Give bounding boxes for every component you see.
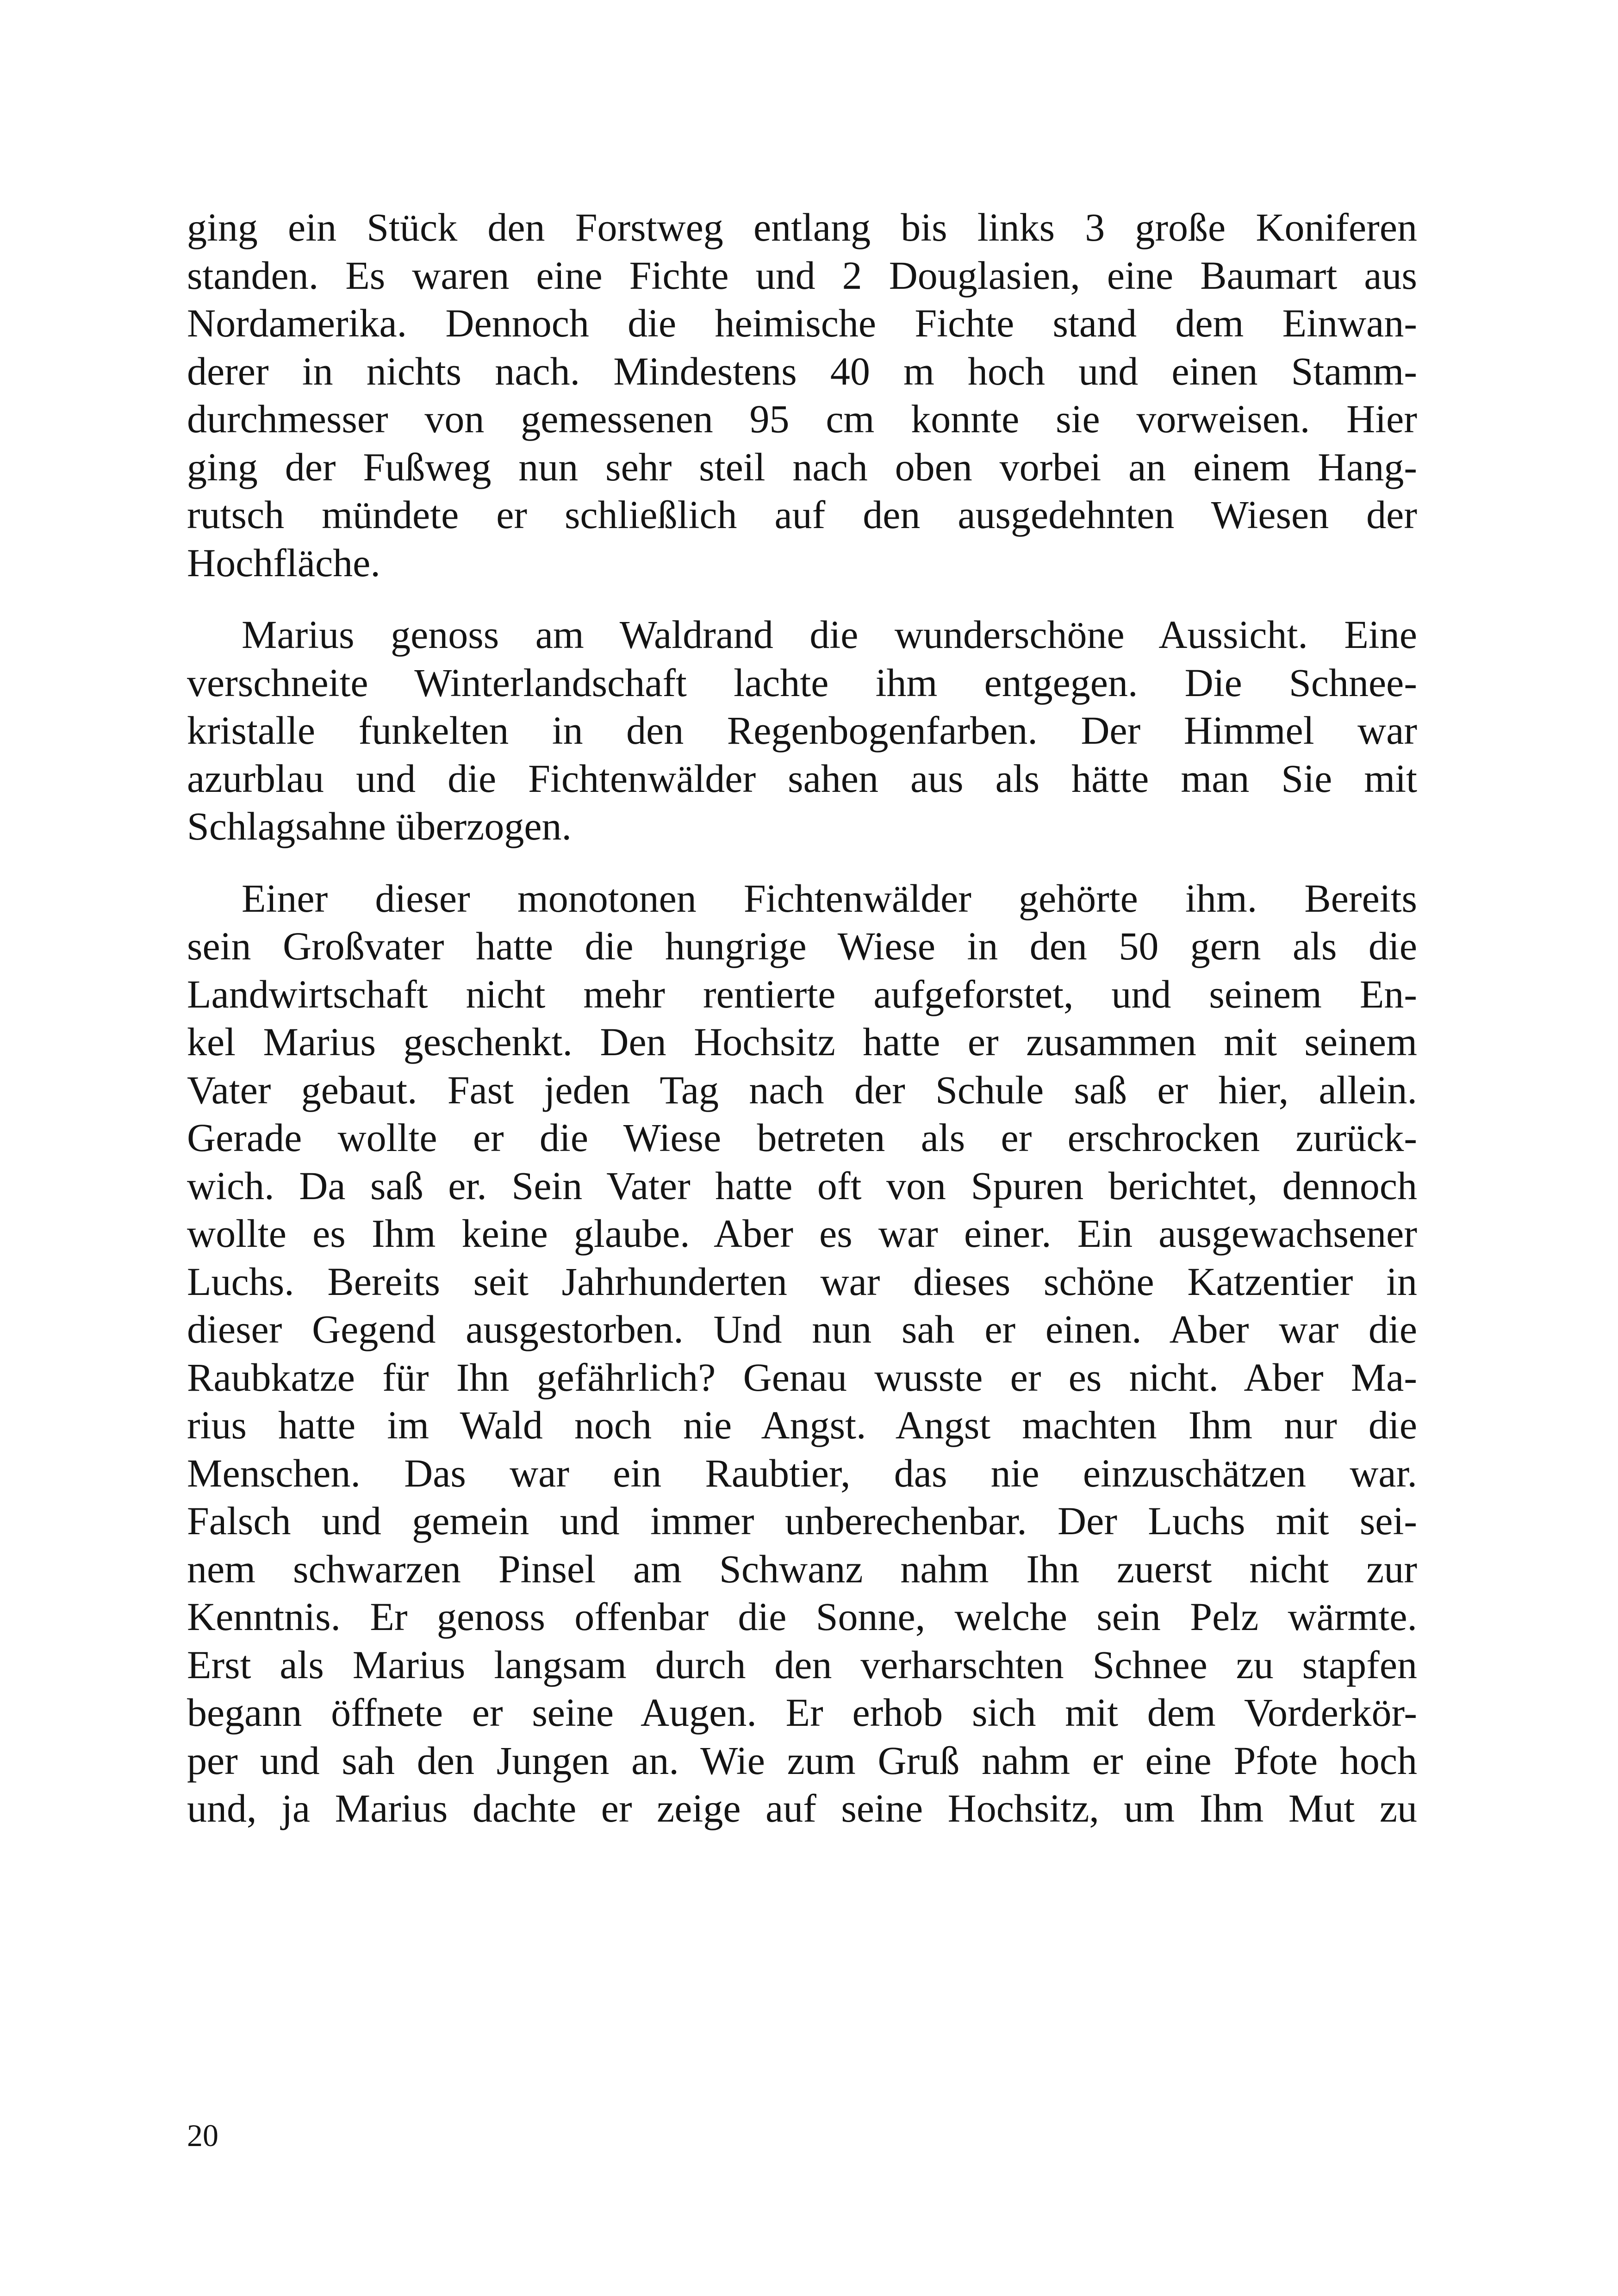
text-line: Luchs. Bereits seit Jahrhunderten war dieses schöne Katzentier in bbox=[187, 1259, 1417, 1304]
text-line: nem schwarzen Pinsel am Schwanz nahm Ihn zuerst nicht zur bbox=[187, 1546, 1417, 1591]
text-line: Gerade wollte er die Wiese betreten als er erschrocken zurück- bbox=[187, 1115, 1417, 1160]
text-line: und, ja Marius dachte er zeige auf seine Hochsitz, um Ihm Mut zu bbox=[187, 1786, 1417, 1830]
page-number: 20 bbox=[187, 2118, 218, 2153]
paragraph bbox=[187, 204, 1417, 587]
text-line: rius hatte im Wald noch nie Angst. Angst machten Ihm nur die bbox=[187, 1403, 1417, 1447]
text-line: Marius genoss am Waldrand die wunderschöne Aussicht. Eine bbox=[242, 612, 1417, 657]
text-line: standen. Es waren eine Fichte und 2 Douglasien, eine Baumart aus bbox=[187, 253, 1417, 298]
text-line: Landwirtschaft nicht mehr rentierte aufgeforstet, und seinem En- bbox=[187, 971, 1417, 1016]
paragraph bbox=[187, 875, 1417, 1833]
text-line: derer in nichts nach. Mindestens 40 m hoch und einen Stamm- bbox=[187, 348, 1417, 393]
text-line: durchmesser von gemessenen 95 cm konnte sie vorweisen. Hier bbox=[187, 397, 1417, 441]
text-line: ging der Fußweg nun sehr steil nach oben vorbei an einem Hang- bbox=[187, 444, 1417, 489]
text-line: wich. Da saß er. Sein Vater hatte oft von Spuren berichtet, dennoch bbox=[187, 1163, 1417, 1208]
text-line: begann öffnete er seine Augen. Er erhob sich mit dem Vorderkör- bbox=[187, 1690, 1417, 1735]
text-line: azurblau und die Fichtenwälder sahen aus als hätte man Sie mit bbox=[187, 756, 1417, 801]
text-line: sein Großvater hatte die hungrige Wiese in den 50 gern als die bbox=[187, 924, 1417, 968]
paragraph bbox=[187, 611, 1417, 851]
text-line: Schlagsahne überzogen. bbox=[187, 804, 572, 848]
text-line: Falsch und gemein und immer unberechenbar. Der Luchs mit sei- bbox=[187, 1499, 1417, 1543]
text-line: Kenntnis. Er genoss offenbar die Sonne, welche sein Pelz wärmte. bbox=[187, 1594, 1417, 1639]
text-line: Vater gebaut. Fast jeden Tag nach der Schule saß er hier, allein. bbox=[187, 1067, 1417, 1112]
text-line: ging ein Stück den Forstweg entlang bis links 3 große Koniferen bbox=[187, 205, 1417, 249]
body-text bbox=[187, 204, 1417, 1857]
text-line: Nordamerika. Dennoch die heimische Fichte stand dem Einwan- bbox=[187, 301, 1417, 345]
text-line: wollte es Ihm keine glaube. Aber es war einer. Ein ausgewachsener bbox=[187, 1211, 1417, 1256]
text-line: kel Marius geschenkt. Den Hochsitz hatte er zusammen mit seinem bbox=[187, 1020, 1417, 1064]
text-line: Erst als Marius langsam durch den verharschten Schnee zu stapfen bbox=[187, 1642, 1417, 1687]
text-line: Raubkatze für Ihn gefährlich? Genau wusste er es nicht. Aber Ma- bbox=[187, 1355, 1417, 1400]
text-line: kristalle funkelten in den Regenbogenfarben. Der Himmel war bbox=[187, 708, 1417, 753]
text-line: Einer dieser monotonen Fichtenwälder gehörte ihm. Bereits bbox=[242, 876, 1417, 921]
text-line: verschneite Winterlandschaft lachte ihm entgegen. Die Schnee- bbox=[187, 660, 1417, 705]
text-line: Menschen. Das war ein Raubtier, das nie einzuschätzen war. bbox=[187, 1450, 1417, 1495]
text-line: dieser Gegend ausgestorben. Und nun sah er einen. Aber war die bbox=[187, 1307, 1417, 1351]
text-line: Hochfläche. bbox=[187, 540, 380, 585]
text-line: per und sah den Jungen an. Wie zum Gruß nahm er eine Pfote hoch bbox=[187, 1738, 1417, 1783]
text-line: rutsch mündete er schließlich auf den ausgedehnten Wiesen der bbox=[187, 492, 1417, 537]
